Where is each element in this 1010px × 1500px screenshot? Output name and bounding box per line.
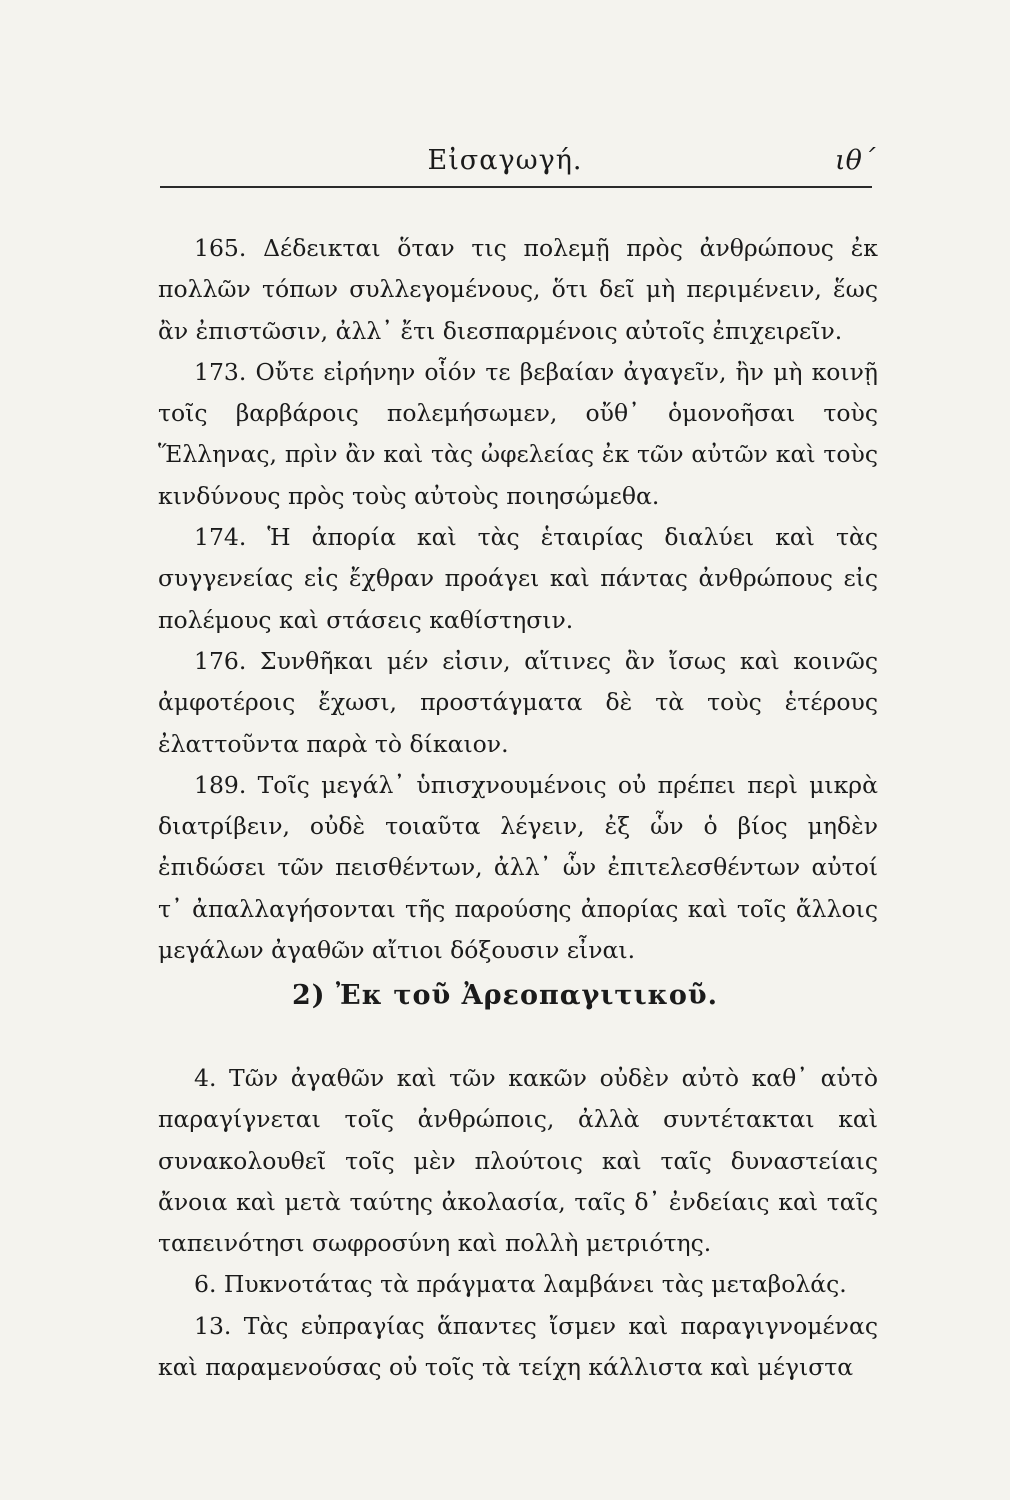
passage-13: 13. Τὰς εὐπραγίας ἅπαντες ἴσμεν καὶ παραγιγνομένας καὶ παραμενούσας οὐ τοῖς τὰ τείχη κάλλιστα καὶ μέγιστα — [158, 1311, 878, 1382]
header-rule — [160, 186, 872, 188]
passage-174: 174. Ἡ ἀπορία καὶ τὰς ἑταιρίας διαλύει καὶ τὰς συγγενείας εἰς ἔχθραν προάγει καὶ πάντας ἀνθρώπους εἰς πολέμους καὶ στάσεις καθίστησιν. — [158, 523, 878, 634]
passage-176: 176. Συνθῆκαι μέν εἰσιν, αἵτινες ἂν ἴσως καὶ κοινῶς ἀμφοτέροις ἔχωσι, προστάγματα δὲ τὰ τοὺς ἑτέρους ἐλαττοῦντα παρὰ τὸ δίκαιον. — [158, 646, 878, 758]
passages-panegyricus — [158, 228, 878, 971]
passage-173: 173. Οὔτε εἰρήνην οἷόν τε βεβαίαν ἀγαγεῖν, ἢν μὴ κοινῇ τοῖς βαρβάροις πολεμήσωμεν, οὔθ᾽ ὁμονοῆσαι τοὺς Ἕλληνας, πρὶν ἂν καὶ τὰς ὠφελείας ἐκ τῶν αὐτῶν καὶ τοὺς κινδύνους πρὸς τοὺς αὐτοὺς ποιησώμεθα. — [158, 357, 878, 510]
section-heading: 2) Ἐκ τοῦ Ἀρεοπαγιτικοῦ. — [291, 980, 719, 1011]
passages-areopagiticus — [158, 1058, 878, 1388]
passage-6: 6. Πυκνοτάτας τὰ πράγματα λαμβάνει τὰς μεταβολάς. — [194, 1270, 847, 1299]
passage-189: 189. Τοῖς μεγάλ᾽ ὑπισχνουμένοις οὐ πρέπει περὶ μικρὰ διατρίβειν, οὐδὲ τοιαῦτα λέγειν, ἐξ ὧν ὁ βίος μηδὲν ἐπιδώσει τῶν πεισθέντων, ἀλλ᾽ ὧν ἐπιτελεσθέντων αὐτοί τ᾽ ἀπαλλαγήσονται τῆς παρούσης ἀπορίας καὶ τοῖς ἄλλοις μεγάλων ἀγαθῶν αἴτιοι δόξουσιν εἶναι. — [158, 770, 878, 965]
passage-165: 165. Δέδεικται ὅταν τις πολεμῇ πρὸς ἀνθρώπους ἐκ πολλῶν τόπων συλλεγομένους, ὅτι δεῖ μὴ περιμένειν, ἕως ἂν ἐπιστῶσιν, ἀλλ᾽ ἔτι διεσπαρμένοις αὐτοῖς ἐπιχειρεῖν. — [158, 234, 878, 345]
passage-4: 4. Τῶν ἀγαθῶν καὶ τῶν κακῶν οὐδὲν αὐτὸ καθ᾽ αὑτὸ παραγίγνεται τοῖς ἀνθρώποις, ἀλλὰ συντέτακται καὶ συνακολουθεῖ τοῖς μὲν πλούτοις καὶ ταῖς δυναστείαις ἄνοια καὶ μετὰ ταύτης ἀκολασία, ταῖς δ᾽ ἐνδείαις καὶ ταῖς ταπεινότησι σωφροσύνη καὶ πολλὴ μετριότης. — [158, 1064, 878, 1258]
running-title: Εἰσαγωγή. — [427, 145, 583, 176]
page-number: ιθ΄ — [835, 145, 876, 176]
